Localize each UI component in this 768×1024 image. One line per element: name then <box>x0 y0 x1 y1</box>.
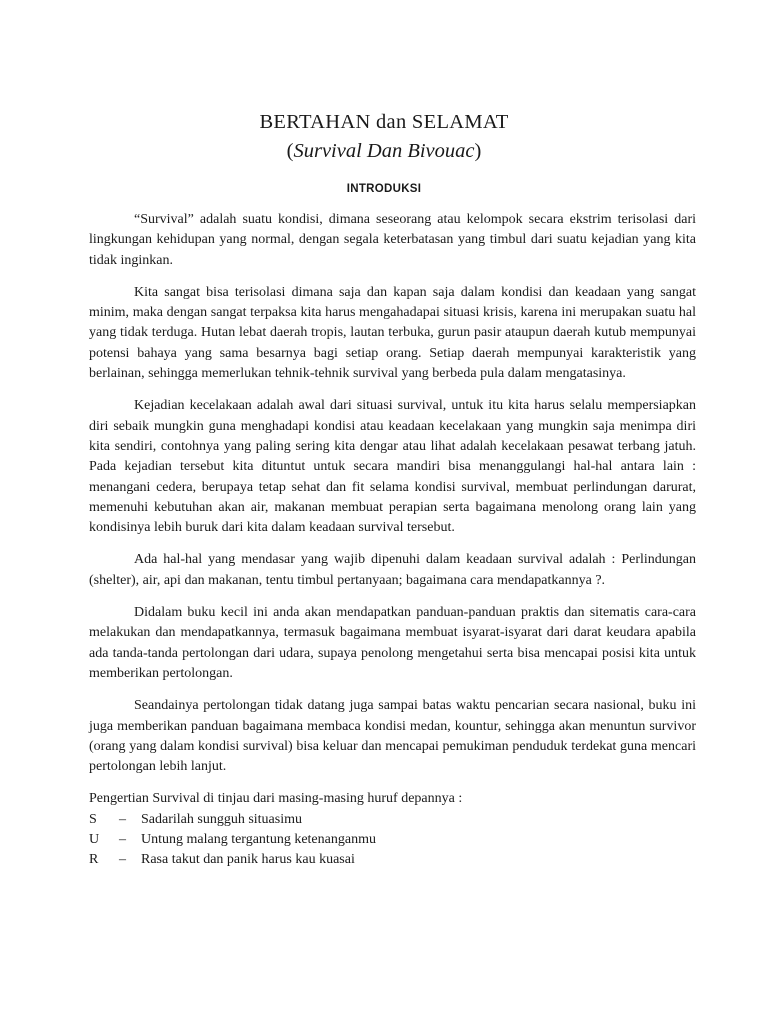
acronym-dash: – <box>119 832 126 848</box>
acronym-item <box>89 830 696 850</box>
acronym-text: Rasa takut dan panik harus kau kuasai <box>141 852 355 868</box>
acronym-item <box>89 850 696 870</box>
acronym-letter: U <box>89 832 100 848</box>
acronym-letter: R <box>89 852 99 868</box>
paragraph: Seandainya pertolongan tidak datang juga sampai batas waktu pencarian secara nasional, buku ini juga memberikan panduan bagaimana membaca kondisi medan, kountur, sehingga akan menuntun survivor (orang yang dalam kondisi survival) bisa keluar dan mencapai pemukiman penduduk terdekat guna mencari pertolongan lebih lanjut. <box>89 698 696 775</box>
section-heading: INTRODUKSI <box>346 183 422 195</box>
acronym-text: Untung malang tergantung ketenanganmu <box>141 832 376 848</box>
document-subtitle <box>0 137 768 165</box>
acronym-dash: – <box>119 852 126 868</box>
acronym-item <box>89 810 696 830</box>
paragraph: Kita sangat bisa terisolasi dimana saja dan kapan saja dalam kondisi dan keadaan yang sangat minim, maka dengan sangat terpaksa kita harus mengahadapai situasi krisis, karena ini merupakan suatu hal yang tidak terduga. Hutan lebat daerah tropis, lautan terbuka, gurun pasir ataupun daerah kutub mempunyai potensi bahaya yang sama besarnya bagi setiap orang. Setiap daerah mempunyai karakteristik yang berlainan, sehingga memerlukan tehnik-tehnik survival yang berbeda pula dalam mengatasinya. <box>89 284 696 382</box>
paragraph: “Survival” adalah suatu kondisi, dimana seseorang atau kelompok secara ekstrim terisolasi dari lingkungan kehidupan yang normal, dengan segala keterbatasan yang timbul dari suatu kejadian yang kita tidak inginkan. <box>89 212 696 268</box>
document-body <box>89 210 696 871</box>
acronym-dash: – <box>119 811 126 827</box>
subtitle-close: ) <box>474 140 482 162</box>
document-title: BERTAHAN dan SELAMAT <box>259 111 509 133</box>
acronym-intro: Pengertian Survival di tinjau dari masing-masing huruf depannya : <box>89 791 463 807</box>
acronym-text: Sadarilah sungguh situasimu <box>141 811 302 827</box>
subtitle-italic: Survival Dan Bivouac <box>293 140 475 162</box>
paragraph: Didalam buku kecil ini anda akan mendapatkan panduan-panduan praktis dan sitematis cara-cara melakukan dan mendapatkannya, termasuk bagaimana membuat isyarat-isyarat dari darat keudara apabila ada tanda-tanda pertolongan dari udara, supaya penolong mengetahui serta bisa mencapai posisi kita untuk memberikan pertolongan. <box>89 605 696 681</box>
acronym-letter: S <box>89 811 97 827</box>
paragraph: Kejadian kecelakaan adalah awal dari situasi survival, untuk itu kita harus selalu mempersiapkan diri sebaik mungkin guna menghadapi kondisi atau keadaan kecelakaan yang mungkin saja menimpa diri kita sendiri, contohnya yang paling sering kita dengar atau lihat adalah kecelakaan pesawat terbang jatuh. Pada kejadian tersebut kita dituntut untuk secara mandiri bisa menanggulangi hal-hal antara lain : menangani cedera, berupaya tetap sehat dan fit selama kondisi survival, membuat perlindungan darurat, memenuhi kebutuhan akan air, makanan membuat perapian serta bagaimana menolong orang lain yang kondisinya lebih buruk dari kita dalam keadaan survival tersebut. <box>89 398 696 536</box>
subtitle-open: ( <box>286 140 294 162</box>
paragraph: Ada hal-hal yang mendasar yang wajib dipenuhi dalam keadaan survival adalah : Perlindungan (shelter), air, api dan makanan, tentu timbul pertanyaan; bagaimana cara mendapatkannya ?. <box>89 552 696 588</box>
